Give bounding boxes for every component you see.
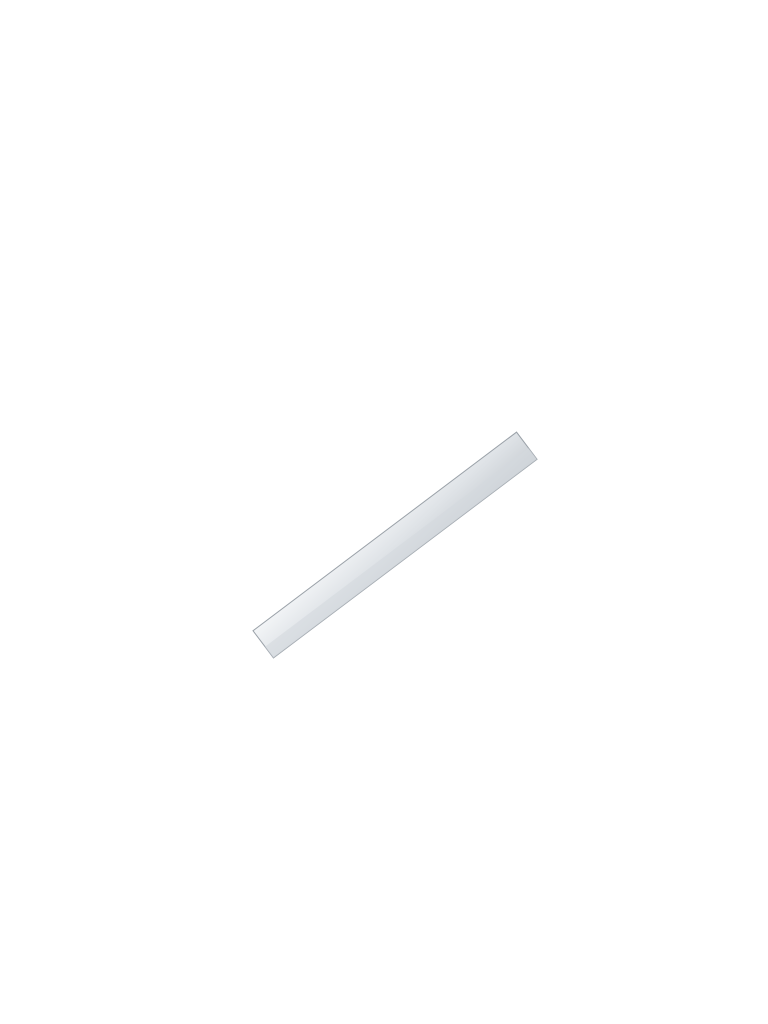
ruler-image xyxy=(240,420,550,670)
name-row xyxy=(418,131,510,149)
class-row xyxy=(418,171,510,189)
